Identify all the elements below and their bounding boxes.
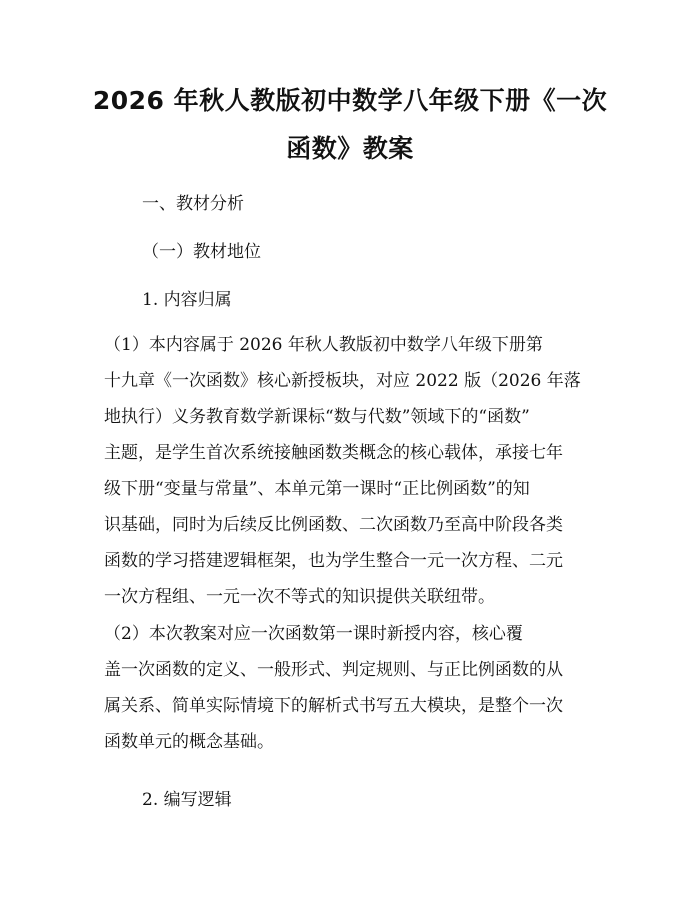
- paragraph-line: 主题，是学生首次系统接触函数类概念的核心载体，承接七年: [104, 443, 563, 463]
- paragraph-line: 地执行）义务教育数学新课标“数与代数”领域下的“函数”: [104, 407, 530, 427]
- paragraph-line: 级下册“变量与常量”、本单元第一课时“正比例函数”的知: [104, 479, 530, 499]
- paragraph-content-attribution-2: [104, 616, 604, 760]
- paragraph-line: 属关系、简单实际情境下的解析式书写五大模块，是整个一次: [104, 696, 563, 716]
- subsection-heading-material-status: （一）教材地位: [142, 242, 261, 262]
- item-heading-writing-logic: 2. 编写逻辑: [142, 790, 232, 810]
- document-title-line-1: 2026 年秋人教版初中数学八年级下册《一次: [92, 86, 608, 115]
- paragraph-line: 识基础，同时为后续反比例函数、二次函数乃至高中阶段各类: [104, 515, 563, 535]
- paragraph-line: 盖一次函数的定义、一般形式、判定规则、与正比例函数的从: [104, 660, 563, 680]
- paragraph-line: （2）本次教案对应一次函数第一课时新授内容，核心覆: [104, 624, 523, 644]
- paragraph-content-attribution-1: [104, 327, 604, 615]
- paragraph-line: 十九章《一次函数》核心新授板块，对应 2022 版（2026 年落: [104, 371, 581, 391]
- paragraph-line: （1）本内容属于 2026 年秋人教版初中数学八年级下册第: [104, 335, 543, 355]
- section-heading-teaching-material-analysis: 一、教材分析: [142, 194, 244, 214]
- item-heading-content-attribution: 1. 内容归属: [142, 290, 232, 310]
- paragraph-line: 函数的学习搭建逻辑框架，也为学生整合一元一次方程、二元: [104, 551, 563, 571]
- document-title-line-2: 函数》教案: [286, 134, 414, 163]
- paragraph-line: 一次方程组、一元一次不等式的知识提供关联纽带。: [104, 587, 495, 607]
- paragraph-line: 函数单元的概念基础。: [104, 732, 274, 752]
